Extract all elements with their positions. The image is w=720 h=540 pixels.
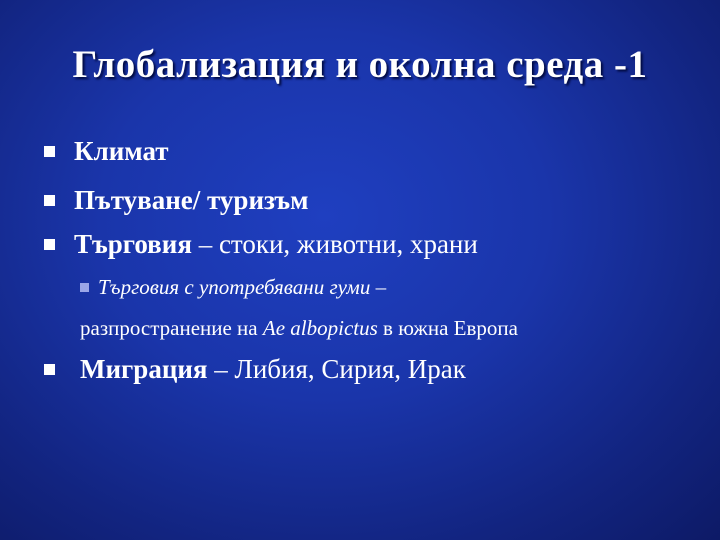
bullet-text [74, 227, 478, 261]
sub-line2-suffix: в южна Европа [377, 316, 518, 340]
sub-line2-prefix: разпространение на [80, 316, 263, 340]
slide-title: Глобализация и околна среда -1 [72, 43, 648, 86]
square-bullet-icon [44, 146, 55, 157]
square-bullet-icon [44, 364, 55, 375]
sub-bullet-line1: Търговия с употребявани гуми – [98, 275, 387, 299]
square-bullet-icon [80, 283, 89, 292]
bullet-label: Климат [74, 136, 169, 166]
sub-bullet-line2 [80, 315, 518, 341]
bullet-label: Пътуване/ туризъм [74, 185, 309, 215]
bullet-label: Миграция [80, 354, 208, 384]
square-bullet-icon [44, 195, 55, 206]
square-bullet-icon [44, 239, 55, 250]
bullet-label: Търговия [74, 229, 192, 259]
species-name: Ae albopictus [262, 316, 378, 340]
bullet-detail: – Либия, Сирия, Ирак [207, 354, 466, 384]
bullet-detail: – стоки, животни, храни [191, 229, 478, 259]
bullet-text [80, 352, 466, 386]
